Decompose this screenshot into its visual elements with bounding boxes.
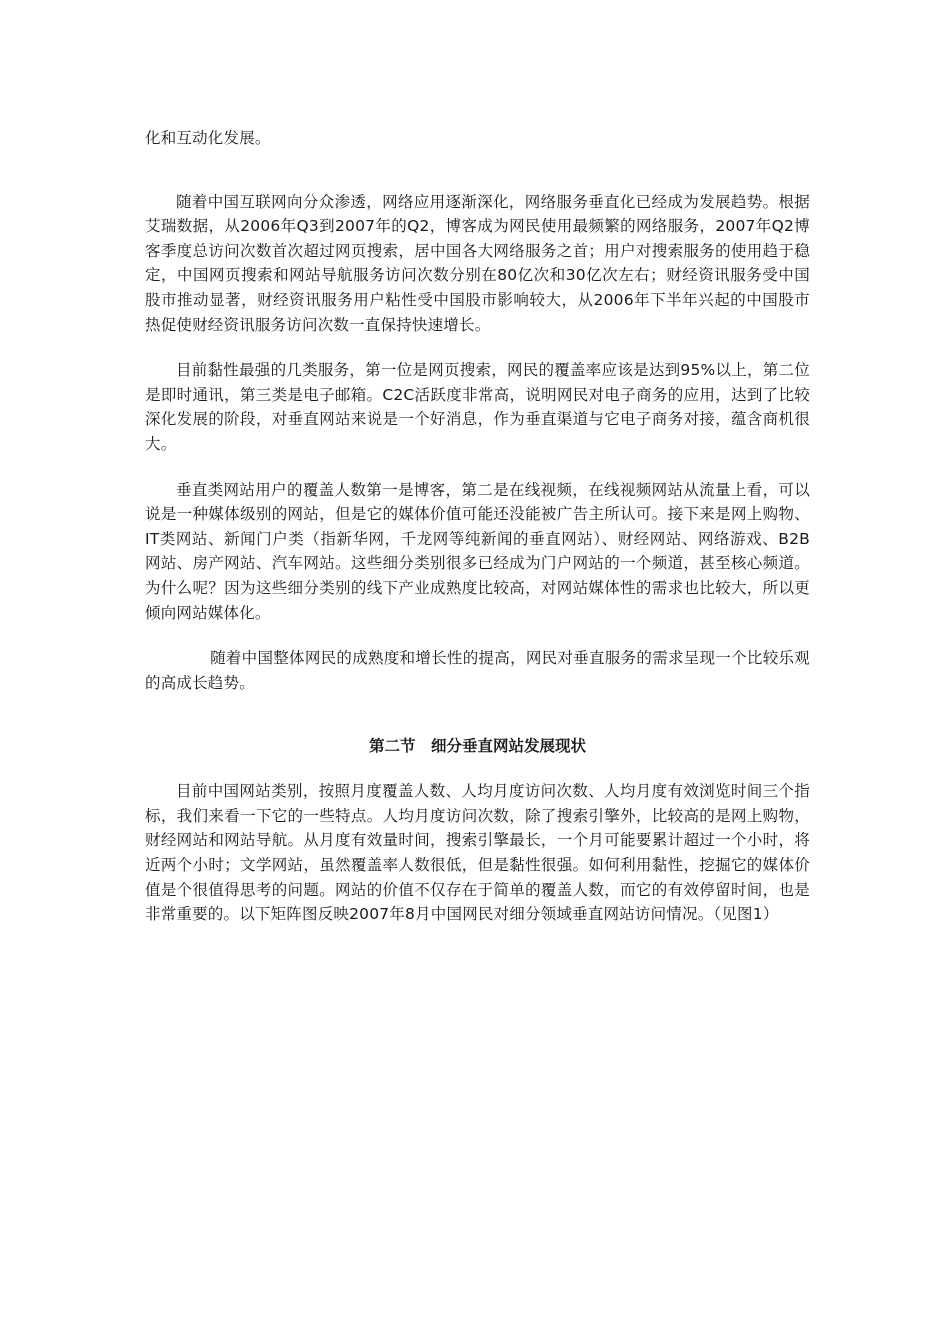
paragraph-spacer	[145, 758, 810, 779]
document-page	[145, 126, 810, 927]
section-title: 第二节 细分垂直网站发展现状	[368, 737, 586, 756]
paragraph-spacer	[145, 457, 810, 478]
paragraph-spacer	[145, 695, 810, 734]
paragraph-coverage: 垂直类网站用户的覆盖人数第一是博客，第二是在线视频，在线视频网站从流量上看，可以说是一种媒体级别的网站，但是它的媒体价值可能还没能被广告主所认可。接下来是网上购物、IT类网站、新闻门户类（指新华网，千龙网等纯新闻的垂直网站）、财经网站、网络游戏、B2B网站、房产网站、汽车网站。这些细分类别很多已经成为门户网站的一个频道，甚至核心频道。为什么呢？因为这些细分类别的线下产业成熟度比较高，对网站媒体性的需求也比较大，所以更倾向网站媒体化。	[145, 480, 810, 622]
paragraph-section-intro: 目前中国网站类别，按照月度覆盖人数、人均月度访问次数、人均月度有效浏览时间三个指标，我们来看一下它的一些特点。人均月度访问次数，除了搜索引擎外，比较高的是网上购物，财经网站和网站导航。从月度有效量时间，搜索引擎最长，一个月可能要累计超过一个小时，将近两个小时；文学网站，虽然覆盖率人数很低，但是黏性很强。如何利用黏性，挖掘它的媒体价值是个很值得思考的问题。网站的价值不仅存在于简单的覆盖人数，而它的有效停留时间，也是非常重要的。以下矩阵图反映2007年8月中国网民对细分领域垂直网站访问情况。（见图1）	[145, 782, 810, 924]
paragraph-spacer	[145, 151, 810, 190]
paragraph-spacer	[145, 625, 810, 646]
paragraph-spacer	[145, 337, 810, 358]
paragraph-vertical-trend: 随着中国互联网向分众渗透，网络应用逐渐深化，网络服务垂直化已经成为发展趋势。根据艾瑞数据，从2006年Q3到2007年的Q2，博客成为网民使用最频繁的网络服务，2007年Q2博客季度总访问次数首次超过网页搜索，居中国各大网络服务之首；用户对搜索服务的使用趋于稳定，中国网页搜索和网站导航服务访问次数分别在80亿次和30亿次左右；财经资讯服务受中国股市推动显著，财经资讯服务用户粘性受中国股市影响较大，从2006年下半年兴起的中国股市热促使财经资讯服务访问次数一直保持快速增长。	[145, 192, 810, 334]
paragraph-stickiness: 目前黏性最强的几类服务，第一位是网页搜索，网民的覆盖率应该是达到95%以上，第二位是即时通讯，第三类是电子邮箱。C2C活跃度非常高，说明网民对电子商务的应用，达到了比较深化发展的阶段，对垂直网站来说是一个好消息，作为垂直渠道与它电子商务对接，蕴含商机很大。	[145, 361, 810, 453]
paragraph-continuation: 化和互动化发展。	[145, 129, 271, 147]
paragraph-growth: 随着中国整体网民的成熟度和增长性的提高，网民对垂直服务的需求呈现一个比较乐观的高成长趋势。	[145, 649, 810, 692]
